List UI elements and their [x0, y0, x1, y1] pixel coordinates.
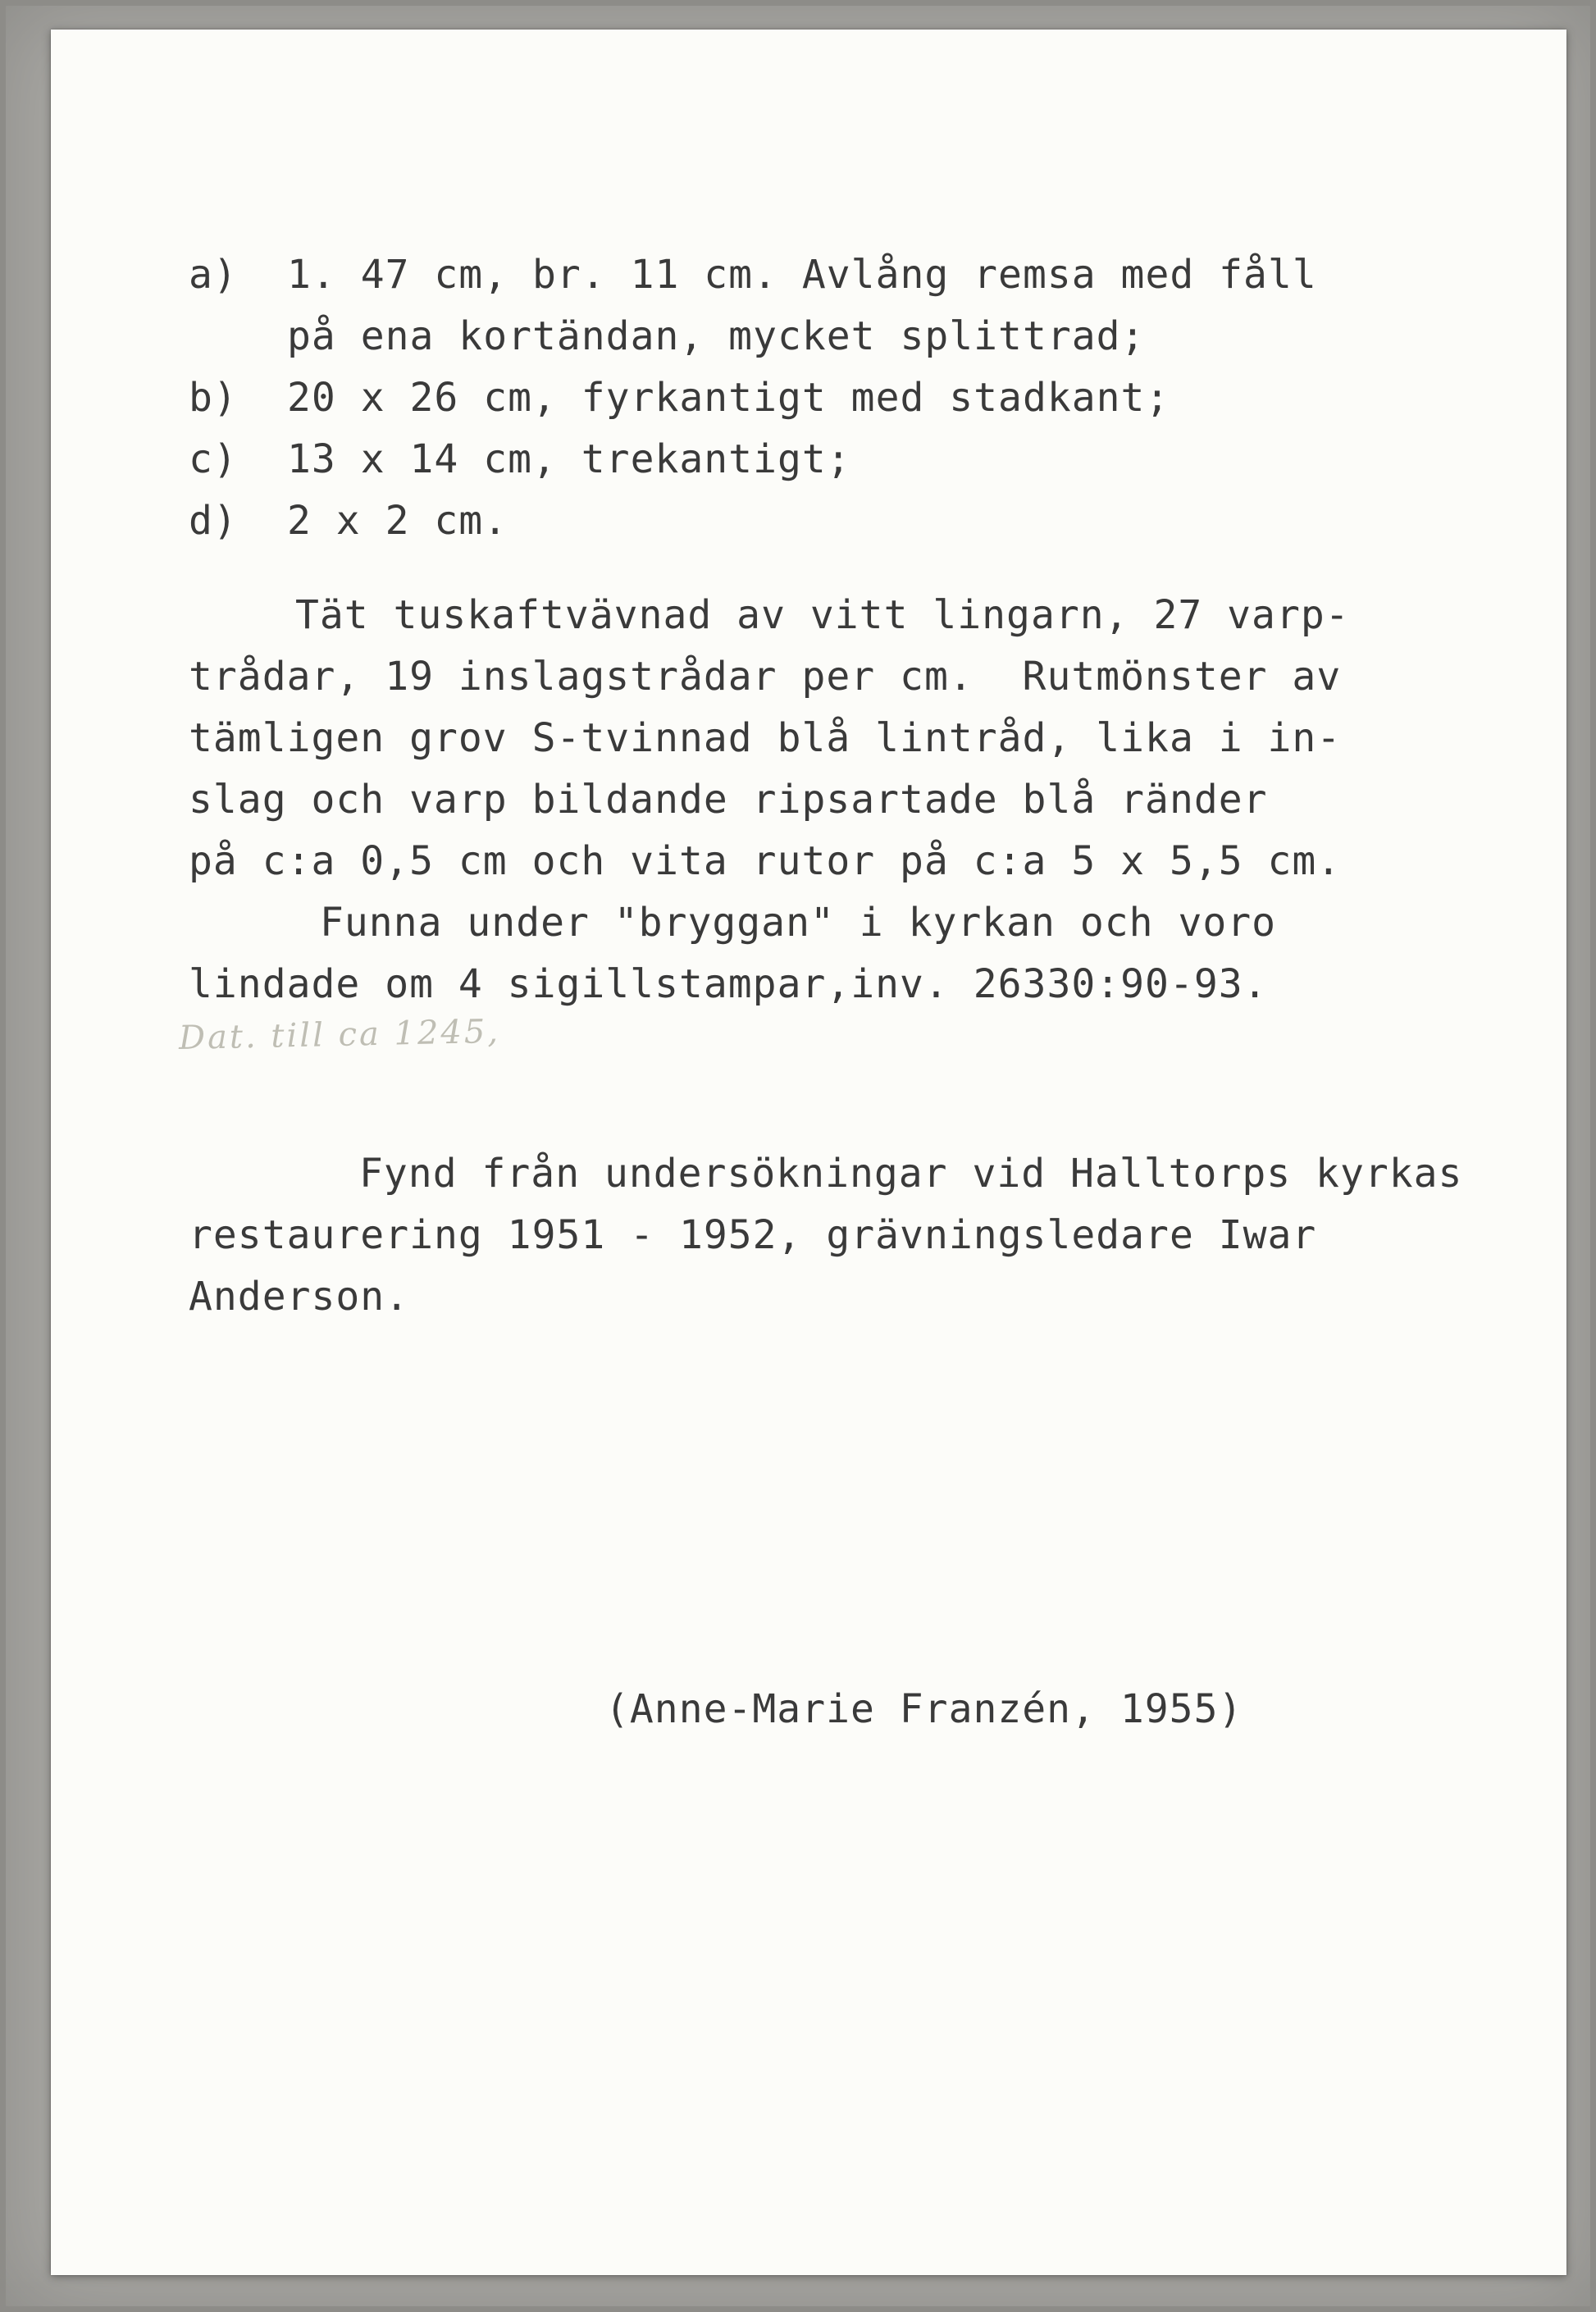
- list-item-label: a): [189, 252, 238, 298]
- document-paper: [51, 30, 1566, 2275]
- text-line: 1. 47 cm, br. 11 cm. Avlång remsa med fåll: [287, 252, 1317, 298]
- list-item-label: c): [189, 436, 238, 482]
- typewritten-text-block: [178, 244, 1493, 1740]
- author-signature: (Anne-Marie Franzén, 1955): [605, 1686, 1243, 1732]
- text-line: 20 x 26 cm, fyrkantigt med stadkant;: [287, 375, 1170, 421]
- text-line: Tät tuskaftvävnad av vitt lingarn, 27 varp-: [295, 592, 1350, 638]
- text-line: 2 x 2 cm.: [287, 498, 508, 544]
- text-line: restaurering 1951 - 1952, grävningsledare Iwar: [189, 1212, 1317, 1258]
- handwritten-pencil-note: Dat. till ca 1245,: [178, 1012, 501, 1057]
- list-item-label: d): [189, 498, 238, 544]
- text-line: Anderson.: [189, 1274, 410, 1320]
- text-line: på c:a 0,5 cm och vita rutor på c:a 5 x 5,5 cm.: [189, 838, 1342, 884]
- paragraph-excavation-info: [189, 1143, 1493, 1328]
- text-line: Fynd från undersökningar vid Halltorps kyrkas: [359, 1151, 1463, 1197]
- paragraph-weave-description: [189, 585, 1493, 892]
- list-item: [189, 244, 1493, 367]
- list-item: [189, 490, 1493, 552]
- text-line: på ena kortändan, mycket splittrad;: [287, 313, 1146, 359]
- text-line: slag och varp bildande ripsartade blå ränder: [189, 777, 1268, 823]
- measurement-list: [189, 244, 1493, 552]
- text-line: lindade om 4 sigillstampar,inv. 26330:90-93.: [189, 961, 1268, 1007]
- text-line: Funna under "bryggan" i kyrkan och voro: [320, 900, 1277, 946]
- list-item: [189, 429, 1493, 490]
- text-line: trådar, 19 inslagstrådar per cm. Rutmönster av: [189, 654, 1342, 700]
- list-item-label: b): [189, 375, 238, 421]
- list-item: [189, 367, 1493, 429]
- text-line: 13 x 14 cm, trekantigt;: [287, 436, 851, 482]
- text-line: tämligen grov S-tvinnad blå lintråd, lika i in-: [189, 715, 1342, 761]
